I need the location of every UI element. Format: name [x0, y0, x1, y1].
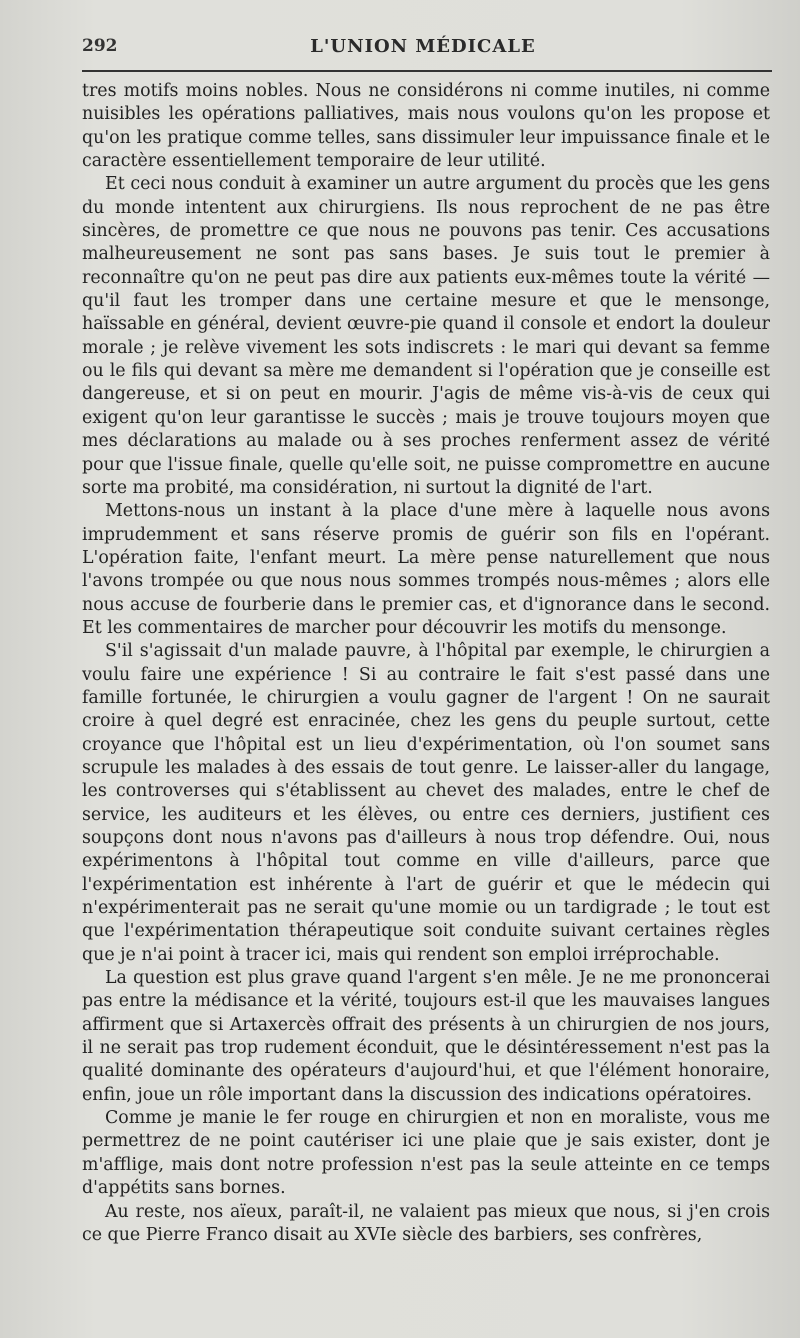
paragraph: Au reste, nos aïeux, paraît-il, ne valaient pas mieux que nous, si j'en crois ce que Pierre Franco disait au XVIe siècle des barbiers, ses confrères,	[82, 1201, 770, 1245]
paragraph: S'il s'agissait d'un malade pauvre, à l'hôpital par exemple, le chirurgien a voulu faire une expérience ! Si au contraire le fait s'est passé dans une famille fortunée, le chirurgien a voulu gagner de l'argent ! On ne saurait croire à quel degré est enracinée, chez les gens du peuple surtout, cette croyance que l'hôpital est un lieu d'expérimentation, où l'on soumet sans scrupule les malades à des essais de tout genre. Le laisser-aller du langage, les controverses qui s'établissent au chevet des malades, entre le chef de service, les auditeurs et les élèves, ou entre ces derniers, justifient ces soupçons dont nous n'avons pas d'ailleurs à nous trop défendre. Oui, nous expérimentons à l'hôpital tout comme en ville d'ailleurs, parce que l'expérimentation est inhérente à l'art de guérir et que le médecin qui n'expérimenterait pas ne serait qu'une momie ou un tardigrade ; le tout est que l'expérimentation thérapeutique soit conduite suivant certaines règles que je n'ai point à tracer ici, mais qui rendent son emploi irréprochable.	[82, 641, 770, 965]
page-header	[82, 36, 764, 64]
body-text	[82, 80, 770, 1247]
running-title: L'UNION MÉDICALE	[310, 36, 536, 57]
paragraph: La question est plus grave quand l'argent s'en mêle. Je ne me prononcerai pas entre la médisance et la vérité, toujours est-il que les mauvaises langues affirment que si Artaxercès offrait des présents à un chirurgien de nos jours, il ne serait pas trop rudement éconduit, que le désintéressement n'est pas la qualité dominante des opérateurs d'aujourd'hui, et que l'élément honoraire, enfin, joue un rôle important dans la discussion des indications opératoires.	[82, 968, 770, 1105]
page-number: 292	[82, 36, 118, 56]
header-rule	[82, 70, 772, 72]
paragraph-continuation: tres motifs moins nobles. Nous ne considérons ni comme inutiles, ni comme nuisibles les opérations palliatives, mais nous voulons qu'on les propose et qu'on les pratique comme telles, sans dissimuler leur impuissance finale et le caractère essentiellement temporaire de leur utilité.	[82, 81, 770, 172]
paragraph: Mettons-nous un instant à la place d'une mère à laquelle nous avons imprudemment et sans réserve promis de guérir son fils en l'opérant. L'opération faite, l'enfant meurt. La mère pense naturellement que nous l'avons trompée ou que nous nous sommes trompés nous-mêmes ; alors elle nous accuse de fourberie dans le premier cas, et d'ignorance dans le second. Et les commentaires de marcher pour découvrir les motifs du mensonge.	[82, 501, 770, 638]
paragraph: Et ceci nous conduit à examiner un autre argument du procès que les gens du monde intentent aux chirurgiens. Ils nous reprochent de ne pas être sincères, de promettre ce que nous ne pouvons pas tenir. Ces accusations malheureusement ne sont pas sans bases. Je suis tout le premier à reconnaître qu'on ne peut pas dire aux patients eux-mêmes toute la vérité — qu'il faut les tromper dans une certaine mesure et que le mensonge, haïssable en général, devient œuvre-pie quand il console et endort la douleur morale ; je relève vivement les sots indiscrets : le mari qui devant sa femme ou le fils qui devant sa mère me demandent si l'opération que je conseille est dangereuse, et si on peut en mourir. J'agis de même vis-à-vis de ceux qui exigent qu'on leur garantisse le succès ; mais je trouve toujours moyen que mes déclarations au malade ou à ses proches renferment assez de vérité pour que l'issue finale, quelle qu'elle soit, ne puisse compromettre en aucune sorte ma probité, ma considération, ni surtout la dignité de l'art.	[82, 174, 770, 498]
paragraph: Comme je manie le fer rouge en chirurgien et non en moraliste, vous me permettrez de ne point cautériser ici une plaie que je sais exister, dont je m'afflige, mais dont notre profession n'est pas la seule atteinte en ce temps d'appétits sans bornes.	[82, 1108, 770, 1199]
